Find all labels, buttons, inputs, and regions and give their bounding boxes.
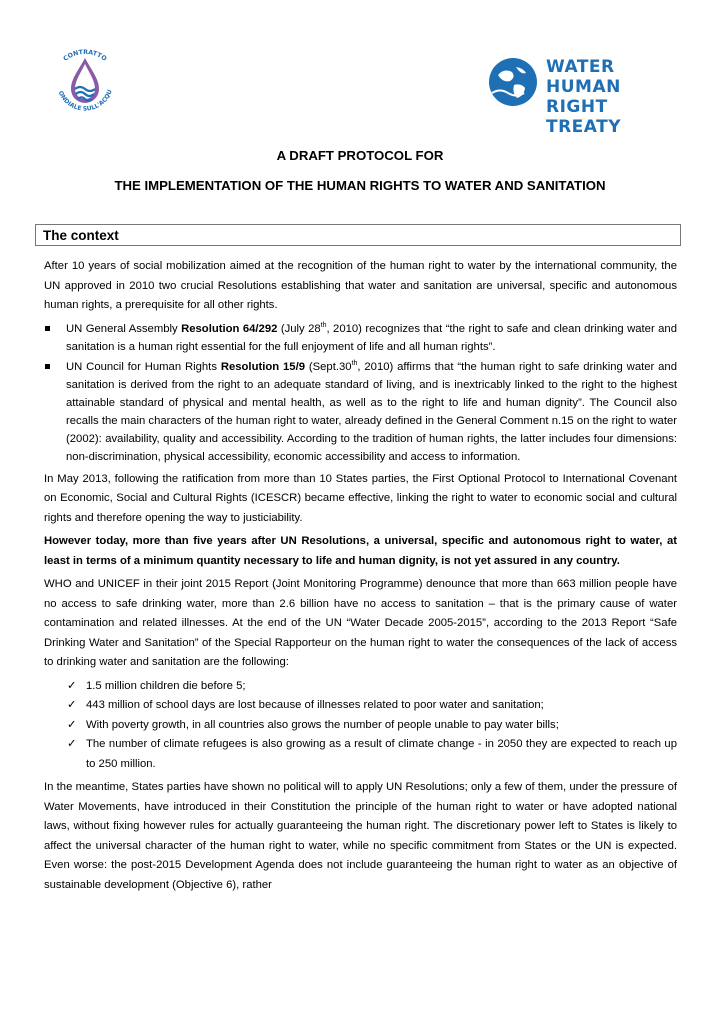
logo-text-line1: WATER HUMAN: [546, 57, 621, 97]
document-title-line1: A DRAFT PROTOCOL FOR: [276, 148, 444, 163]
paragraph-emphasis: However today, more than five years after UN Resolutions, a universal, specific and autonomous right to water, at least in terms of a minimum quantity necessary to life and human dignity, is not yet assured in any country.: [44, 535, 677, 567]
list-item: UN Council for Human Rights Resolution 15/9 (Sept.30th, 2010) affirms that “the human right to safe drinking water and sanitation is derived from the right to an adequate standard of living, and is inextricably linked to the right to the highest attainable standard of physical and mental health, as well as to the right to life and human dignity”. The Council also recalls the main characters of the human right to water, already defined in the General Comment n.15 on the right to water (2002): availability, quality and accessibility. According to the tradition of human rights, the latter includes four dimensions: non-discrimination, physical accessibility, economic accessibility and access to information.: [44, 358, 677, 466]
check-icon: ✓: [67, 679, 77, 692]
logo-text-line2: RIGHT TREATY: [546, 97, 622, 137]
document-body: [44, 257, 677, 899]
list-item: ✓ The number of climate refugees is also growing as a result of climate change - in 2050 they are expected to reach up to 250 million.: [44, 735, 677, 774]
check-icon: ✓: [67, 699, 77, 711]
water-human-right-treaty-logo: [486, 55, 656, 137]
paragraph-intro: After 10 years of social mobilization aimed at the recognition of the human right to water by the international community, the UN approved in 2010 two crucial Resolutions establishing that water and sanitation are universal, specific and autonomous human rights, a prerequisite for all other rights.: [44, 260, 677, 311]
list-item: ✓ 443 million of school days are lost because of illnesses related to poor water and sanitation;: [44, 696, 677, 716]
contratto-mondiale-logo: [44, 44, 126, 126]
paragraph-meantime: In the meantime, States parties have shown no political will to apply UN Resolutions; only a few of them, under the pressure of Water Movements, have introduced in their Constitution the principle of the human right to water or have adopted national laws, without fixing however rules for actually guaranteeing the human right. The discretionary power left to States is likely to affect the universal character of the human right to water, while no specific commitment from States or the UN is expected. Even worse: the post-2015 Development Agenda does not include guaranteeing the human right to water as an objective of sustainable development (Objective 6), rather: [44, 781, 677, 891]
water-drop-seal-icon: [44, 44, 126, 126]
list-item: ✓ 1.5 million children die before 5;: [44, 677, 677, 697]
section-heading-box: [35, 224, 681, 246]
consequences-list: [44, 677, 677, 775]
resolutions-list: [44, 320, 677, 466]
check-icon: ✓: [67, 738, 77, 750]
list-item: ✓ With poverty growth, in all countries also grows the number of people unable to pay water bills;: [44, 716, 677, 736]
paragraph-optional-protocol: In May 2013, following the ratification from more than 10 States parties, the First Optional Protocol to International Covenant on Economic, Social and Cultural Rights (ICESCR) became effective, linking the right to water to economic social and cultural rights and therefore opening the way to justiciability.: [44, 472, 677, 524]
section-heading: The context: [43, 228, 119, 243]
list-item: UN General Assembly Resolution 64/292 (July 28th, 2010) recognizes that “the right to safe and clean drinking water and sanitation is a human right essential for the full enjoyment of life and all human rights”.: [44, 320, 677, 356]
svg-text:CONTRATTO: CONTRATTO: [62, 48, 108, 63]
check-icon: ✓: [67, 718, 77, 731]
globe-icon: [486, 55, 540, 109]
document-title-line2: THE IMPLEMENTATION OF THE HUMAN RIGHTS TO WATER AND SANITATION: [114, 178, 606, 193]
paragraph-who-unicef: WHO and UNICEF in their joint 2015 Report (Joint Monitoring Programme) denounce that more than 663 million people have no access to safe drinking water, more than 2.6 billion have no access to sanitation – that is the primary cause of water contamination and related illnesses. At the end of the UN “Water Decade 2005-2015”, according to the 2013 Report “Safe Drinking Water and Sanitation” of the Special Rapporteur on the human right to water the consequences of the lack of access to drinking water and sanitation are the following:: [44, 578, 677, 668]
svg-text:MONDIALE SULL'ACQUA: ONDIALE SULL'ACQU: [56, 88, 114, 113]
